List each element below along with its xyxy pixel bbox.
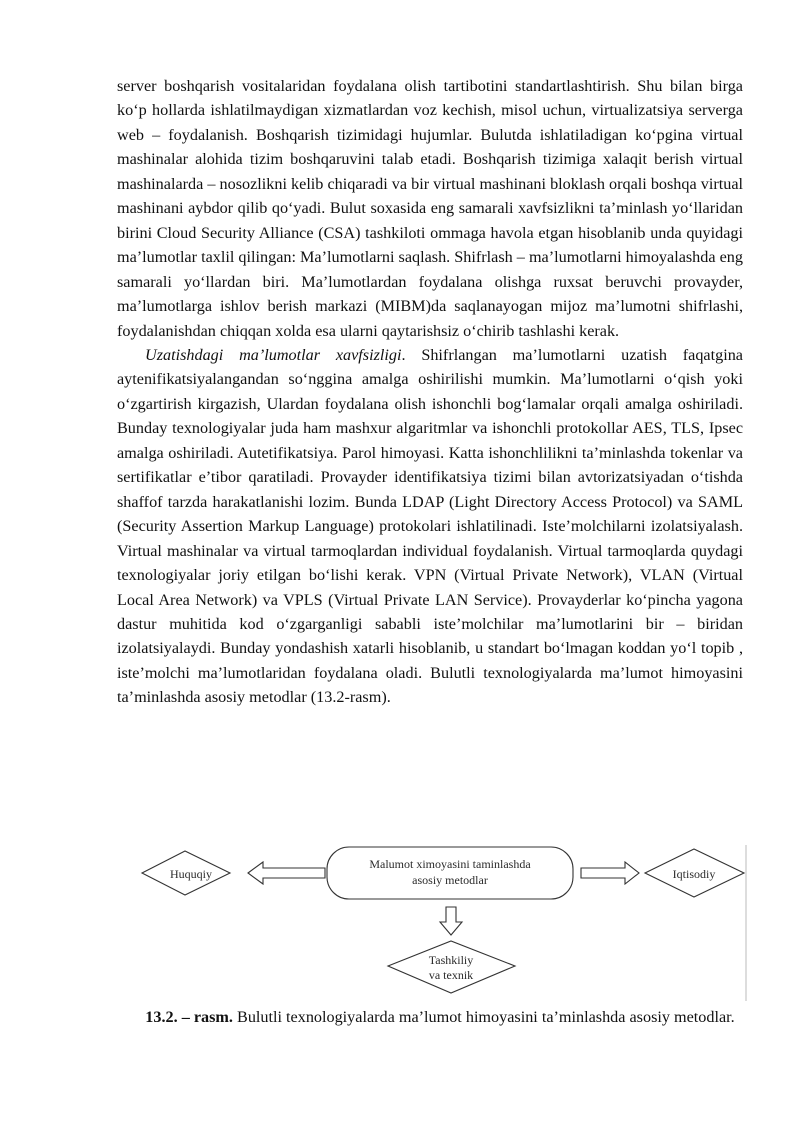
figure-caption: [117, 1005, 763, 1029]
diagram-svg: [135, 843, 749, 1001]
down-arrow: [440, 907, 462, 935]
paragraph-2: [117, 343, 743, 710]
methods-diagram: [135, 843, 749, 1001]
paragraph-2-lead: Uzatishdagi ma’lumotlar xavfsizligi: [145, 345, 402, 364]
paragraph-2-body: . Shifrlangan ma’lumotlarni uzatish faqatgina aytenifikatsiyalangandan so‘nggina amalga oshirilishi mumkin. Ma’lumotlarni o‘qish yoki o‘zgartirish kirgazish, Ulardan foydalana olish ishonchli bog‘lamalar orqali amalga oshiriladi. Bunday texnologiyalar juda ham mashxur algaritmlar va ishonchli protokollar AES, TLS, Ipsec amalga oshiriladi. Autetifikatsiya. Parol himoyasi. Katta ishonchlilikni ta’minlashda tokenlar va sertifikatlar e’tibor qaratiladi. Provayder identifikatsiya tizimi bilan avtorizatsiyadan o‘tishda shaffof tarzda harakatlanishi lozim. Bunda LDAP (Light Directory Access Protocol) va SAML (Security Assertion Markup Language) protokolari ishlatilinadi. Iste’molchilarni izolatsiyalash. Virtual mashinalar va virtual tarmoqlardan individual foydalanish. Virtual tarmoqlarda quydagi texnologiyalar joriy etilgan bo‘lishi kerak. VPN (Virtual Private Network), VLAN (Virtual Local Area Network) va VPLS (Virtual Private LAN Service). Provayderlar ko‘pincha yagona dastur muhitida kod o‘zgarganligi sababli iste’molchilar ma’lumotlarini bir – biridan izolatsiyalaydi. Bunday yondashish xatarli hisoblanib, u standart bo‘lmagan koddan yo‘l topib , iste’molchi ma’lumotlaridan foydalana oladi. Bulutli texnologiyalarda ma’lumot himoyasini ta’minlashda asosiy metodlar (13.2-rasm).: [117, 345, 743, 707]
left-arrow: [248, 862, 325, 884]
bottom-diamond-line2: va texnik: [428, 968, 474, 982]
center-box-line2: asosiy metodlar: [412, 873, 488, 887]
bottom-diamond-line1: Tashkiliy: [428, 953, 474, 967]
right-arrow: [581, 862, 639, 884]
left-diamond-label: Huquqiy: [170, 867, 212, 881]
bottom-diamond: [388, 941, 515, 993]
paragraph-1: server boshqarish vositalaridan foydalana olish tartibotini standartlashtirish. Shu bilan birga ko‘p hollarda ishlatilmaydigan xizmatlardan voz kechish, misol uchun, virtualizatsiya serverga web – foydalanish. Boshqarish tizimidagi hujumlar. Bulutda ishlatiladigan ko‘pgina virtual mashinalar alohida tizim boshqaruvini talab etadi. Boshqarish tizimiga xalaqit berish virtual mashinalarda – nosozlikni kelib chiqaradi va bir virtual mashinani bloklash orqali boshqa virtual mashinani aybdor qilib qo‘yadi. Bulut soxasida eng samarali xavfsizlikni ta’minlash yo‘llaridan birini Cloud Security Alliance (CSA) tashkiloti ommaga havola etgan hisoblanib unda quyidagi ma’lumotlar taxlil qilingan: Ma’lumotlarni saqlash. Shifrlash – ma’lumotlarni himoyalashda eng samarali yo‘llardan biri. Ma’lumotlardan foydalana olishga ruxsat beruvchi provayder, ma’lumotlarga ishlov berish markazi (MIBM)da saqlanayogan mijoz ma’lumotni shifrlashi, foydalanishdan chiqqan xolda esa ularni qaytarishsiz o‘chirib tashlashi kerak.: [117, 77, 743, 340]
center-box-line1: Malumot ximoyasini taminlashda: [369, 857, 531, 871]
caption-label: 13.2. – rasm.: [145, 1008, 233, 1026]
right-diamond-label: Iqtisodiy: [672, 867, 716, 881]
document-body: [117, 74, 743, 710]
caption-text: Bulutli texnologiyalarda ma’lumot himoyasini ta’minlashda asosiy metodlar.: [232, 1008, 735, 1026]
